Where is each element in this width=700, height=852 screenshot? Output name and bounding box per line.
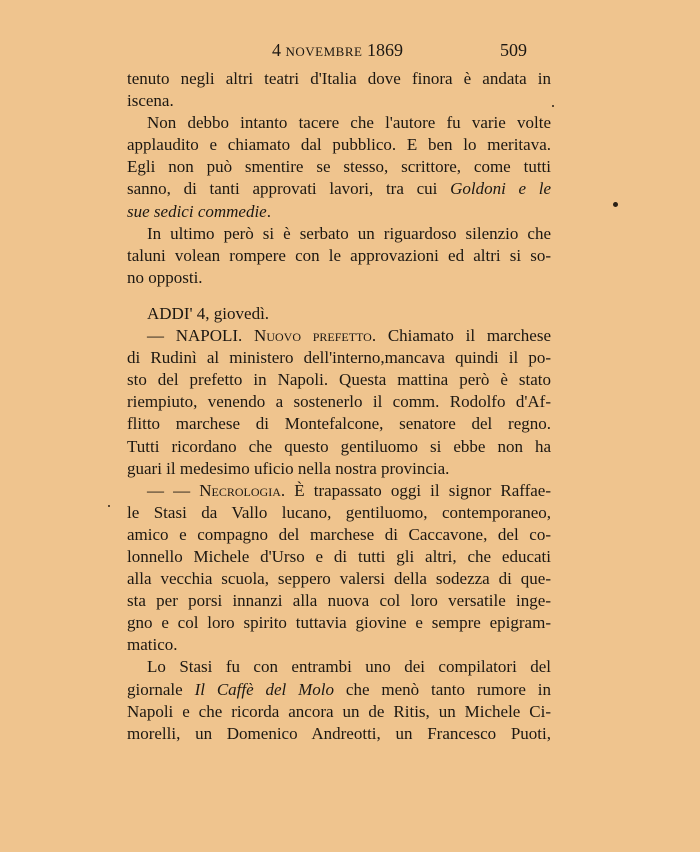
text-span: sanno, di tanti approvati lavori, tra cui	[127, 179, 438, 199]
section-title: Nuovo prefetto.	[254, 326, 377, 346]
date-day: 4	[272, 40, 281, 60]
italic-title: sue sedici commedie	[127, 201, 267, 221]
ink-speck	[108, 505, 110, 507]
text-line	[127, 201, 551, 223]
header-date	[272, 40, 403, 61]
spacer	[127, 289, 551, 303]
text-line: guari il medesimo uficio nella nostra provincia.	[127, 458, 450, 478]
body-text	[127, 68, 551, 745]
text-line: Napoli e che ricorda ancora un de Ritis, un Michele Ci-	[127, 701, 551, 721]
text-span: — NAPOLI.	[147, 326, 243, 346]
text-line: morelli, un Domenico Andreotti, un Francesco Puoti,	[127, 723, 551, 743]
text-line: iscena.	[127, 91, 174, 111]
text-line: Non debbo intanto tacere che l'autore fu varie volte	[147, 113, 551, 133]
text-line	[127, 178, 551, 200]
italic-title: Goldoni e le	[450, 179, 551, 199]
ink-speck	[552, 105, 554, 107]
date-heading: ADDI' 4, giovedì.	[147, 303, 270, 323]
text-line	[127, 325, 551, 347]
text-line: Tutti ricordano che questo gentiluomo si ebbe non ha	[127, 436, 551, 456]
text-line: riempiuto, venendo a sostenerlo il comm. Rodolfo d'Af-	[127, 392, 551, 412]
text-span: giornale	[127, 679, 183, 699]
text-line	[127, 679, 551, 701]
text-line: sto del prefetto in Napoli. Questa mattina però è stato	[127, 370, 551, 390]
text-line: In ultimo però si è serbato un riguardoso silenzio che	[147, 223, 551, 243]
page-header	[0, 40, 700, 64]
text-line: di Rudinì al ministero dell'interno,mancava quindi il po-	[127, 348, 551, 368]
ink-speck	[613, 202, 618, 207]
text-line: flitto marchese di Montefalcone, senatore del regno.	[127, 414, 551, 434]
text-span: Chiamato il marchese	[387, 326, 552, 346]
text-line: lonnello Michele d'Urso e di tutti gli altri, che educati	[127, 546, 551, 566]
text-span: — —	[147, 480, 191, 500]
text-line: Lo Stasi fu con entrambi uno dei compilatori del	[147, 657, 551, 677]
text-span: .	[266, 201, 271, 221]
text-line	[127, 480, 551, 502]
text-line: applaudito e chiamato dal pubblico. E ben lo meritava.	[127, 135, 551, 155]
text-line: sta per porsi innanzi alla nuova col loro versatile inge-	[127, 591, 551, 611]
text-span: che menò tanto rumore in	[345, 679, 552, 699]
text-line: amico e compagno del marchese di Caccavone, del co-	[127, 524, 551, 544]
section-title: Necrologia.	[199, 480, 286, 500]
date-year: 1869	[366, 40, 403, 60]
text-line: tenuto negli altri teatri d'Italia dove finora è andata in	[127, 69, 551, 88]
text-line: Egli non può smentire se stesso, scrittore, come tutti	[127, 157, 551, 177]
text-line: gno e col loro spirito tuttavia giovine e sempre epigram-	[127, 613, 551, 633]
text-line: taluni volean rompere con le approvazioni ed altri si so-	[127, 245, 551, 265]
text-line: no opposti.	[127, 267, 203, 287]
text-span: È trapassato oggi il signor Raffae-	[294, 480, 552, 500]
italic-title: Il Caffè del Molo	[194, 679, 335, 699]
text-line: le Stasi da Vallo lucano, gentiluomo, contemporaneo,	[127, 502, 551, 522]
text-line: alla vecchia scuola, seppero valersi della sodezza di que-	[127, 569, 551, 589]
page-number: 509	[500, 40, 527, 60]
text-line: matico.	[127, 635, 178, 655]
date-month: NOVEMBRE	[285, 44, 363, 59]
